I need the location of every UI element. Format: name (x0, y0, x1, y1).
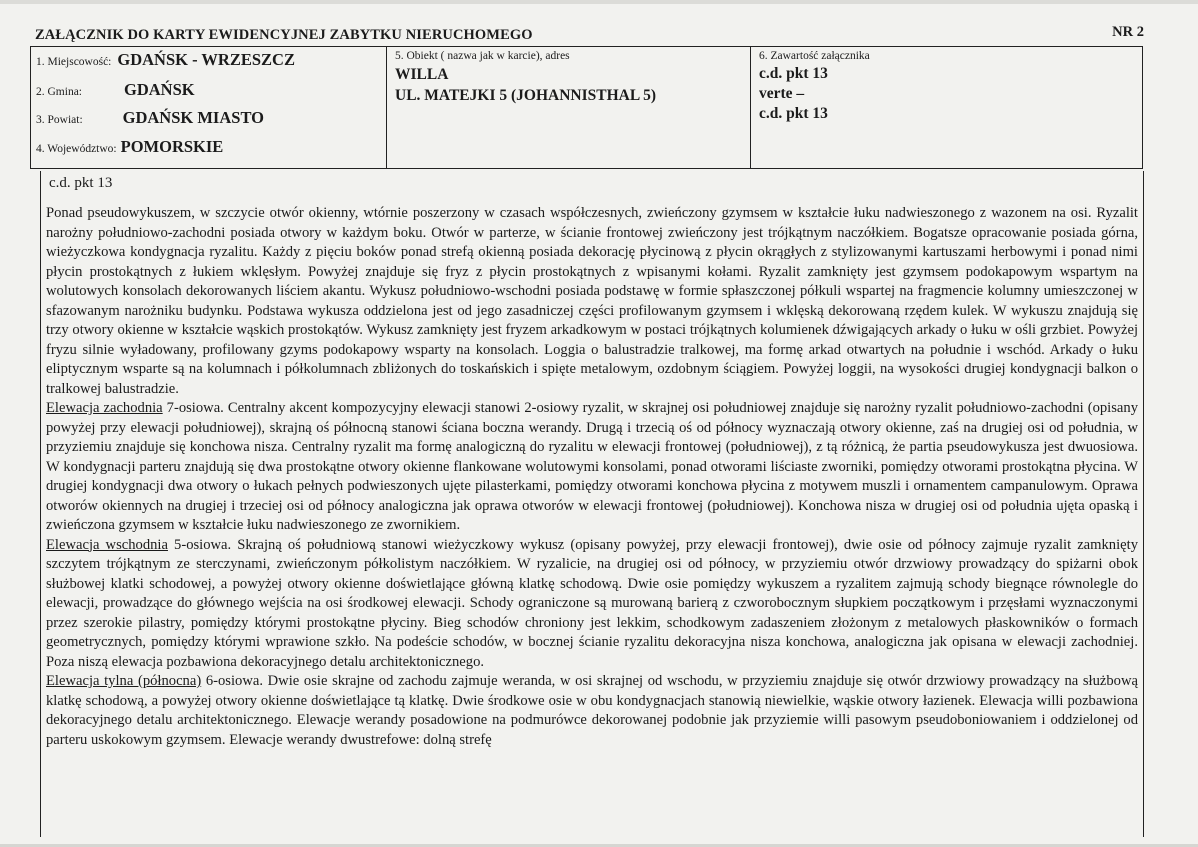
contents-label: 6. Zawartość załącznika (759, 50, 870, 62)
powiat-field (36, 108, 264, 128)
contents-line-3: c.d. pkt 13 (759, 105, 828, 122)
page-edge-top (0, 0, 1198, 4)
miejscowosc-value: GDAŃSK - WRZESZCZ (117, 50, 295, 69)
contents-column (751, 47, 1142, 168)
document-number: NR 2 (1112, 24, 1144, 40)
powiat-value: GDAŃSK MIASTO (122, 108, 264, 127)
contents-line-2: verte – (759, 85, 805, 102)
object-column (387, 47, 751, 168)
paragraph-south-continued: Ponad pseudowykuszem, w szczycie otwór okienny, wtórnie poszerzony w czasach współczesnych, zwieńczony gzymsem w kształcie łuku nadwieszonego z wazonem na osi. Ryzalit narożny południowo-zachodni posiada otwory w każdym boku. Otwór w parterze, w ścianie frontowej zwieńczony jest trójkątnym naczółkiem. Bogatsze opracowanie posiada górna, wieżyczkowa kondygnacja ryzalitu. Każdy z pięciu boków ponad strefą okienną posiada dekorację płycinową z płycin okrągłych z stylizowanymi kartuszami herbowymi i ponad nimi płycin prostokątnych z łukiem wklęsłym. Powyżej znajduje się fryz z płycin prostokątnych z wpisanymi kołami. Ryzalit zamknięty jest gzymsem podokapowym wspartym na wolutowych konsolach dekorowanych liściem akantu. Wykusz południowo-wschodni posiada podstawę w formie spłaszczonej półkuli wspartej na fragmencie kolumny umieszczonej w sfazowanym narożniku budynku. Podstawa wykusza oddzielona jest od jego zasadniczej części profilowanym gzymsem i wklęską dekorowaną rzędem kulek. W wykuszu znajdują się trzy otwory okienne w kształcie wąskich prostokątów. Wykusz zamknięty jest fryzem arkadkowym w postaci trójkątnych kolumienek dźwigających arkady o łuku w ośli grzbiet. Powyżej fryzu silnie wyładowany, profilowany gzyms podokapowy wsparty na konsolach. Loggia o balustradzie tralkowej, ma formę arkad otwartych na południe i wschód. Arkady o łuku eliptycznym wsparte są na kolumnach i półkolumnach zbliżonych do toskańskich i spięte metalowym, ozdobnym ściągiem. Powyżej loggii, na wysokości drugiej kondygnacji balkon o tralkowej balustradzie. (46, 205, 1138, 397)
gmina-label: 2. Gmina: (36, 86, 82, 98)
paragraph-north (46, 672, 1138, 750)
west-elevation-text: 7-osiowa. Centralny akcent kompozycyjny elewacji stanowi 2-osiowy ryzalit, w skrajnej osi południowej znajduje się narożny ryzalit południowo-zachodni (opisany powyżej przy elewacji południowej), skrajną oś północną stanowi ściana boczna werandy. Drugą i trzecią oś od północy wyznaczają otwory okienne, zaś na drugiej osi od południa, w przyziemiu znajduje się konchowa nisza. Centralny ryzalit ma formę analogiczną do ryzalitu w elewacji frontowej (południowej), z tą różnicą, że partia pseudowykusza jest dwuosiowa. W kondygnacji parteru znajdują się dwa prostokątne otwory okienne flankowane wolutowymi konsolami, ponad otworami liściaste zworniki, pomiędzy otworami prostokątna płycina. W drugiej kondygnacji dwa otwory o łukach pełnych podwieszonych ujęte pilasterkami, pomiędzy otworami konchowa płycina z motywem muszli i ornamentem campanulowym. Oprawa otworów okiennych na drugiej i trzeciej osi od północy analogiczna jak oprawa otworów w elewacji frontowej (południowej). Konchowa nisza w drugiej osi od południa ujęta opaską i zwieńczona gzymsem w kształcie łuku nadwieszonego ze zwornikiem. (46, 400, 1138, 533)
object-address: UL. MATEJKI 5 (JOHANNISTHAL 5) (395, 87, 657, 104)
object-label: 5. Obiekt ( nazwa jak w karcie), adres (395, 50, 570, 62)
wojewodztwo-value: POMORSKIE (120, 137, 224, 156)
contents-line-1: c.d. pkt 13 (759, 65, 828, 82)
north-elevation-text: 6-osiowa. Dwie osie skrajne od zachodu zajmuje weranda, w osi skrajnej od wschodu, w przyziemiu znajduje się otwór drzwiowy prowadzący na służbową klatkę schodową, a powyżej otwory okienne doświetlające tą klatkę. Dwie środkowe osie w obu kondygnacjach stanowią niewielkie, wąskie otwory łazienek. Elewacja willi pozbawiona dekoracyjnego detalu architektonicznego. Elewacje werandy posadowione na podmurówce dekorowanej podobnie jak przyziemie willi pasowym pseudoboniowaniem i oddzielonej od parteru uskokowym gzymsem. Elewacje werandy dwustrefowe: dolną strefę (46, 673, 1138, 748)
miejscowosc-field (36, 50, 295, 70)
east-elevation-heading: Elewacja wschodnia (46, 536, 168, 553)
wojewodztwo-label: 4. Województwo: (36, 143, 117, 155)
paragraph-west (46, 399, 1138, 536)
gmina-value: GDAŃSK (124, 80, 195, 99)
object-name: WILLA (395, 66, 449, 83)
gmina-field (36, 80, 195, 100)
powiat-label: 3. Powiat: (36, 114, 83, 126)
header-table (30, 46, 1143, 169)
paragraph-east (46, 536, 1138, 673)
description-heading: c.d. pkt 13 (49, 175, 113, 191)
description-text (46, 204, 1138, 750)
west-elevation-heading: Elewacja zachodnia (46, 400, 163, 416)
document-title: ZAŁĄCZNIK DO KARTY EWIDENCYJNEJ ZABYTKU NIERUCHOMEGO (35, 27, 533, 43)
miejscowosc-label: 1. Miejscowość: (36, 56, 112, 68)
north-elevation-heading: Elewacja tylna (północna) (46, 673, 202, 689)
wojewodztwo-field (36, 137, 223, 157)
location-column (31, 47, 387, 168)
east-elevation-text: 5-osiowa. Skrajną oś południową stanowi wieżyczkowy wykusz (opisany powyżej, przy elewacji frontowej), dwie osie od północy zajmuje ryzalit zamknięty szczytem trójkątnym ze sterczynami, zwieńczonym półkolistym naczółkiem. W ryzalicie, na drugiej osi od północy, w przyziemiu otwór drzwiowy prowadzący do spiżarni obok służbowej klatki schodowej, a powyżej otwory okienne doświetlające główną klatkę schodową. Dwie osie pomiędzy wykuszem a ryzalitem zajmują schody biegnące równolegle do elewacji, prowadzące do głównego wejścia na osi środkowej elewacji. Schody ograniczone są murowaną barierą z czworobocznym słupkiem początkowym i przęsłami wyznaczonymi przez szerokie pilastry, pomiędzy którymi prostokątne płyciny. Bieg schodów chroniony jest lekkim, schodkowym zadaszeniem złożonym z metalowych płaskowników o formach geometrycznych, pomiędzy którymi wprawione szkło. Na podeście schodów, w bocznej ścianie ryzalitu dekoracyjna nisza konchowa, analogiczna jak opisana w elewacji zachodniej. Poza niszą elewacja pozbawiona dekoracyjnego detalu architektonicznego. (46, 536, 1138, 670)
description-box (40, 171, 1144, 837)
